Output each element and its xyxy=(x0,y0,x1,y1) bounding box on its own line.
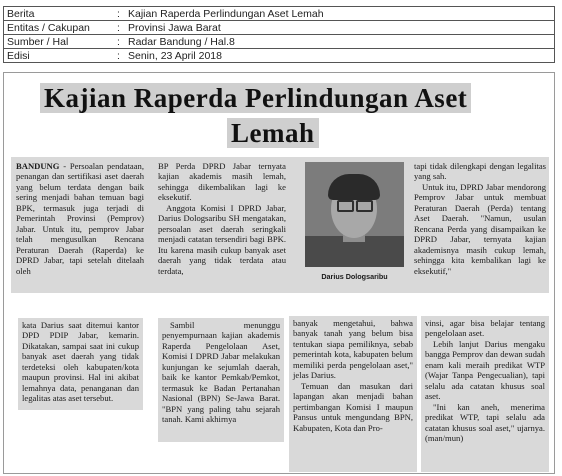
photo-hair-shape xyxy=(328,174,380,200)
paragraph: kata Darius saat ditemui kantor DPD PDIP Jabar, kemarin. Dikatakan, sampai saat ini cukup banyak aset daerah yang tidak terdeteksi oleh kabupaten/kota maupun provinsi. Hal ini akibat lemahnya data, penanganan dan legalitas atas aset tersebut. xyxy=(22,320,139,404)
metadata-key: Edisi xyxy=(4,49,118,63)
dateline: BANDUNG xyxy=(16,161,60,171)
article-top-block xyxy=(11,157,549,293)
metadata-value: Kajian Raperda Perlindungan Aset Lemah xyxy=(125,7,555,21)
article-metadata-table xyxy=(3,6,555,63)
paragraph: Sambil menunggu penyempurnaan kajian akademis Raperda Pengelolaan Aset, Komisi I DPRD Jabar melakukan kunjungan ke sejumlah daerah, baik ke kantor Pemkab/Pemkot, termasuk ke Badan Pertanahan Nasional (BPN) Se-Jawa Barat. "BPN yang paling tahu sejarah tanah. Kami akhirnya xyxy=(162,320,280,425)
metadata-separator: : xyxy=(117,35,125,49)
metadata-row-edisi xyxy=(4,49,555,63)
paragraph: vinsi, agar bisa belajar tentang pengelolaan aset. xyxy=(425,318,545,339)
metadata-key: Entitas / Cakupan xyxy=(4,21,118,35)
paragraph: Anggota Komisi I DPRD Jabar, Darius Dologsaribu SH mengatakan, persoalan aset daerah seringkali menjadi catatan tersendiri bagi BPK. Itu karena masih cukup banyak aset daerah yang tidak terdata atau terdata, xyxy=(158,202,286,276)
metadata-separator: : xyxy=(117,21,125,35)
metadata-key: Sumber / Hal xyxy=(4,35,118,49)
metadata-key: Berita xyxy=(4,7,118,21)
paragraph: banyak mengetahui, bahwa banyak tanah yang belum bisa tentukan siapa pemiliknya, sebab pemerintah kota, kabupaten belum memiliki perda pengelolaan aset," jelas Darius. xyxy=(293,318,413,381)
article-column-4 xyxy=(414,161,546,276)
lead-text: - Persoalan pendataan, penangan dan sertifikasi aset daerah yang belum terdata dengan baik sering menjadi bahan temuan bagi BPK, termasuk juga terjadi di Pemerintah Provinsi (Pemprov) Jabar. Untuk itu, pemprov Jabar telah mengusulkan Rencana Peraturan Daerah (Raperda) ke DPRD Jabar, tapi setelah ditelaah oleh xyxy=(16,161,144,276)
paragraph: "Ini kan aneh, menerima predikat WTP, tapi selalu ada catatan khusus soal aset," ujarnya. (man/mun) xyxy=(425,401,545,443)
metadata-separator: : xyxy=(117,7,125,21)
paragraph: Temuan dan masukan dari lapangan akan menjadi bahan pertimbangan Komisi I maupun Pansus untuk mengundang BPN, Kabupaten, Kota dan Pro- xyxy=(293,380,413,433)
continuation-block-3 xyxy=(289,316,417,472)
metadata-value: Provinsi Jawa Barat xyxy=(125,21,555,35)
metadata-row-entitas xyxy=(4,21,555,35)
continuation-block-4 xyxy=(421,316,549,472)
photo-caption: Darius Dologsaribu xyxy=(321,272,388,281)
paragraph: Untuk itu, DPRD Jabar mendorong Pemprov Jabar untuk membuat Peraturan Daerah (Perda) tentang Aset Daerah. "Namun, usulan Rencana Perda yang disampaikan ke DPRD Jabar, ternyata kajian akademisnya masih cukup lemah, sehingga kita kembalikan lagi ke eksekutif," xyxy=(414,181,546,276)
paragraph: tapi tidak dilengkapi dengan legalitas yang sah. xyxy=(414,161,546,182)
metadata-row-sumber xyxy=(4,35,555,49)
glasses-icon xyxy=(356,200,373,212)
portrait-photo xyxy=(305,162,404,267)
paragraph: BP Perda DPRD Jabar ternyata kajian akademis masih lemah, sehingga dikembalikan lagi ke eksekutif. xyxy=(158,161,286,203)
headline-line-1: Kajian Raperda Perlindungan Aset xyxy=(40,83,471,113)
paragraph: Lebih lanjut Darius mengaku bangga Pemprov dan dewan sudah enam kali meraih predikat WTP (Wajar Tanpa Pengecualian), tapi selalu ada catatan khusus soal aset. xyxy=(425,338,545,402)
metadata-row-berita xyxy=(4,7,555,21)
continuation-block-2 xyxy=(158,318,284,442)
lead-paragraph xyxy=(16,161,144,276)
metadata-value: Radar Bandung / Hal.8 xyxy=(125,35,555,49)
headline-line-2: Lemah xyxy=(227,118,319,148)
article-column-1 xyxy=(16,161,144,276)
metadata-value: Senin, 23 April 2018 xyxy=(125,49,555,63)
continuation-block-1 xyxy=(18,318,143,410)
article-column-2 xyxy=(158,161,286,276)
glasses-icon xyxy=(337,200,354,212)
metadata-separator: : xyxy=(117,49,125,63)
